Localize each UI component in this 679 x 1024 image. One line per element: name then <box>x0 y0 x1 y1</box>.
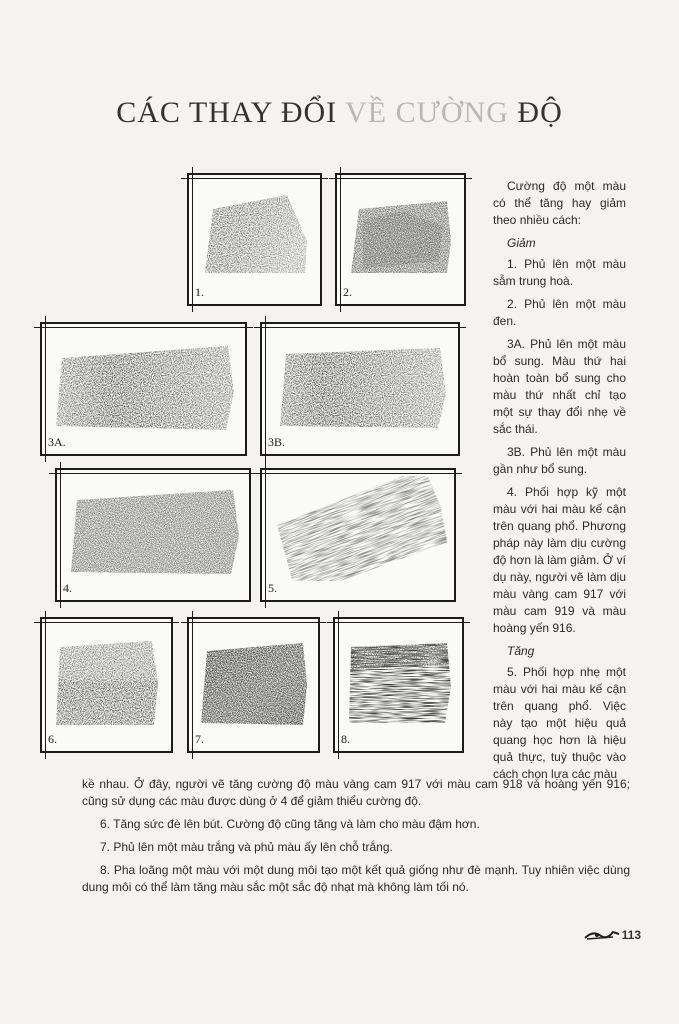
item-5-continued: kề nhau. Ở đây, người vẽ tăng cường độ màu vàng cam 917 với màu cam 918 và hoàng yến 916; cũng sử dụng các màu được dùng ở 4 để giảm thiểu cường độ. <box>82 777 630 808</box>
item-3b: 3B. Phủ lên một màu gần như bổ sung. <box>493 445 626 476</box>
swatch-6-texture <box>48 625 168 733</box>
swatch-4-label: 4. <box>63 581 72 595</box>
title-faded: VỀ CƯỜNG <box>345 96 509 129</box>
swatch-8-label: 8. <box>341 732 350 746</box>
increase-heading: Tăng <box>507 644 535 658</box>
swatch-3b-texture <box>268 330 454 435</box>
title-main: CÁC THAY ĐỔI <box>116 96 346 129</box>
swatch-7-texture <box>195 625 315 733</box>
swatch-5-texture <box>268 476 450 581</box>
swatch-8 <box>333 617 464 753</box>
intro-paragraph: Cường độ một màu có thể tăng hay giảm theo nhiều cách: <box>493 179 626 227</box>
swatch-3a <box>40 322 247 456</box>
item-7: 7. Phủ lên một màu trắng và phủ màu ấy lên chỗ trắng. <box>100 840 393 854</box>
swatch-6-label: 6. <box>48 732 57 746</box>
swatch-1-label: 1. <box>195 285 204 299</box>
pencil-ornament-icon <box>583 926 623 942</box>
swatch-3a-texture <box>48 330 240 435</box>
bottom-text <box>82 776 630 902</box>
decrease-heading: Giảm <box>507 236 536 250</box>
swatch-4-texture <box>63 476 245 581</box>
swatch-5 <box>260 468 456 602</box>
swatch-2 <box>335 173 466 306</box>
title-end: ĐỘ <box>508 96 563 129</box>
swatch-5-label: 5. <box>268 581 277 595</box>
swatch-2-label: 2. <box>343 285 352 299</box>
swatch-7-label: 7. <box>195 732 204 746</box>
right-column-text <box>493 178 626 789</box>
swatch-1 <box>187 173 322 306</box>
swatch-8-texture <box>341 625 459 733</box>
page-number: 113 <box>621 928 641 942</box>
item-5: 5. Phối hợp nhẹ một màu với hai màu kế cận trên quang phổ. Việc này tạo một hiệu quả quang học hơn là hiệu quả thực, tuỳ thuộc vào cách chọn lựa các màu <box>493 665 626 781</box>
item-3a: 3A. Phủ lên một màu bổ sung. Màu thứ hai hoàn toàn bổ sung cho màu thứ nhất chỉ tạo một sự thay đổi nhẹ về sắc thái. <box>493 337 626 436</box>
swatch-1-texture <box>195 181 315 281</box>
item-1: 1. Phủ lên một màu sẫm trung hoà. <box>493 257 626 288</box>
swatch-3b-label: 3B. <box>268 435 286 449</box>
swatch-3a-label: 3A. <box>48 435 66 449</box>
swatch-7 <box>187 617 320 753</box>
swatch-2-texture <box>343 181 461 281</box>
item-4: 4. Phối hợp kỹ một màu với hai màu kế cận trên quang phổ. Phương pháp này làm dịu cường độ hơn là làm giảm. Ở ví dụ này, người vẽ làm dịu màu vàng cam 917 với màu cam 919 và màu hoàng yến 916. <box>493 485 626 635</box>
swatch-6 <box>40 617 173 753</box>
item-2: 2. Phủ lên một màu đen. <box>493 297 626 328</box>
page-title <box>0 96 679 130</box>
item-8: 8. Pha loãng một màu với một dung môi tạo một kết quả giống như đè mạnh. Tuy nhiên việc dùng dung môi có thể làm tăng màu sắc một sắc độ nhạt mà không làm tối nó. <box>82 863 630 894</box>
swatch-3b <box>260 322 460 456</box>
swatch-4 <box>55 468 251 602</box>
item-6: 6. Tăng sức đè lên bút. Cường độ cũng tăng và làm cho màu đậm hơn. <box>100 817 480 831</box>
